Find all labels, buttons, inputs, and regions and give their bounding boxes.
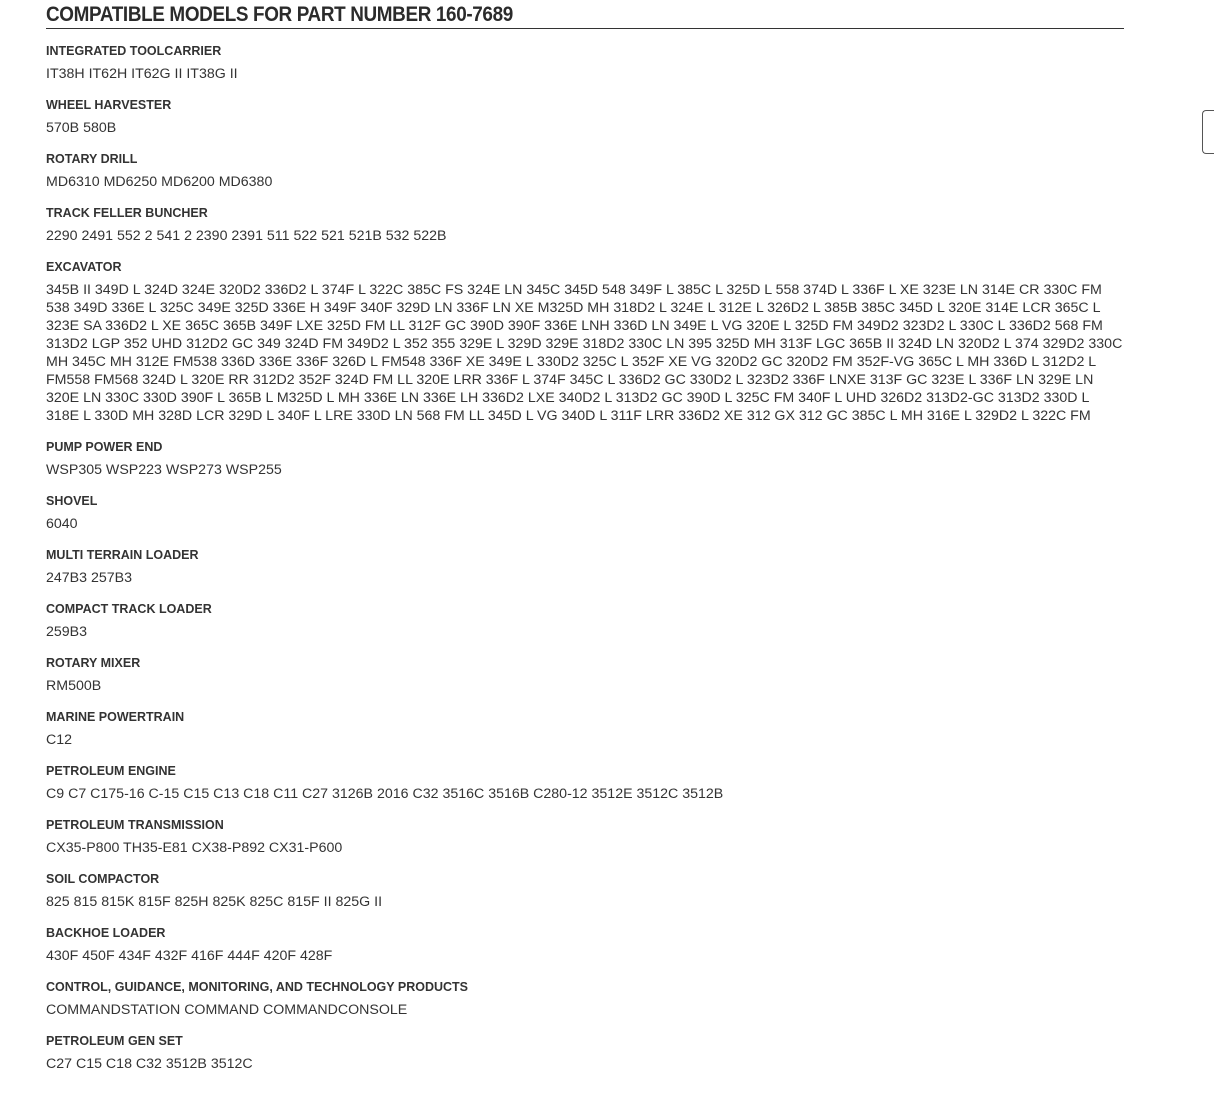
group-heading: PETROLEUM TRANSMISSION	[46, 818, 224, 832]
group-models: COMMANDSTATION COMMAND COMMANDCONSOLE	[46, 1002, 408, 1018]
group-models: MD6310 MD6250 MD6200 MD6380	[46, 174, 273, 190]
group-heading: TRACK FELLER BUNCHER	[46, 206, 208, 220]
group-heading: PETROLEUM ENGINE	[46, 764, 176, 778]
group-heading: SHOVEL	[46, 494, 98, 508]
group-heading: MARINE POWERTRAIN	[46, 710, 185, 724]
group-models: 6040	[46, 516, 78, 532]
group-heading: INTEGRATED TOOLCARRIER	[46, 44, 222, 58]
model-group-track-feller-buncher	[46, 204, 1124, 245]
group-models: 345B II 349D L 324D 324E 320D2 336D2 L 374F L 322C 385C FS 324E LN 345C 345D 548 349F L 385C L 325D L 558 374D L 336F L XE 323E LN 314E CR 330C FM 538 349D 336E L 325C 349E 325D 336E H 349F 340F 329D LN 336F LN XE M325D MH 318D2 L 324E L 312E L 326D2 L 385B 385C 345D L 320E 314E LCR 365C L 323E SA 336D2 L XE 365C 365B 349F LXE 325D FM LL 312F GC 390D 390F 336E LNH 336D LN 349E L VG 320E L 325D FM 349D2 323D2 L 330C L 336D2 568 FM 313D2 LGP 352 UHD 312D2 GC 349 324D FM 349D2 L 352 355 329E L 329D 329E 318D2 330C LN 395 325D MH 313F LGC 365B II 324D LN 320D2 L 374 329D2 330C MH 345C MH 312E FM538 336D 336E 336F 326D L FM548 336F XE 349E L 330D2 325C L 352F XE VG 320D2 GC 320D2 FM 352F-VG 365C L MH 336D L 312D2 L FM558 FM568 324D L 320E RR 312D2 352F 324D FM LL 320E LRR 336F L 374F 345C L 336D2 GC 330D2 L 323D2 336F LNXE 313F GC 323E L 336F LN 329E LN 320E LN 330C 330D 390F L 365B L M325D L MH 336E LN 336E LH 336D2 LXE 340D2 L 313D2 GC 390D L 325C FM 340F L UHD 326D2 313D2-GC 313D2 330D L 318E L 330D MH 328D LCR 329D L 340F L LRE 330D LN 568 FM LL 345D L VG 340D L 311F LRR 336D2 XE 312 GX 312 GC 385C L MH 316E L 329D2 L 322C FM	[46, 282, 1123, 424]
model-group-soil-compactor	[46, 870, 1124, 911]
group-heading: ROTARY MIXER	[46, 656, 141, 670]
group-heading: BACKHOE LOADER	[46, 926, 166, 940]
model-group-marine-powertrain	[46, 708, 1124, 749]
group-models: RM500B	[46, 678, 102, 694]
group-models: WSP305 WSP223 WSP273 WSP255	[46, 462, 282, 478]
model-group-wheel-harvester	[46, 96, 1124, 137]
group-heading: EXCAVATOR	[46, 260, 122, 274]
group-heading: WHEEL HARVESTER	[46, 98, 172, 112]
model-group-excavator	[46, 258, 1124, 425]
group-heading: SOIL COMPACTOR	[46, 872, 160, 886]
model-group-rotary-mixer	[46, 654, 1124, 695]
model-group-compact-track-loader	[46, 600, 1124, 641]
group-heading: CONTROL, GUIDANCE, MONITORING, AND TECHNOLOGY PRODUCTS	[46, 980, 468, 994]
group-heading: PETROLEUM GEN SET	[46, 1034, 183, 1048]
model-group-petroleum-engine	[46, 762, 1124, 803]
model-group-multi-terrain-loader	[46, 546, 1124, 587]
group-models: C27 C15 C18 C32 3512B 3512C	[46, 1056, 253, 1072]
side-feedback-tab[interactable]	[1202, 110, 1214, 154]
page-title: COMPATIBLE MODELS FOR PART NUMBER 160-7689	[46, 3, 513, 26]
group-heading: MULTI TERRAIN LOADER	[46, 548, 199, 562]
group-heading: ROTARY DRILL	[46, 152, 138, 166]
group-models: C12	[46, 732, 73, 748]
group-models: 430F 450F 434F 432F 416F 444F 420F 428F	[46, 948, 333, 964]
title-divider	[46, 28, 1124, 29]
group-models: 247B3 257B3	[46, 570, 132, 586]
group-heading: COMPACT TRACK LOADER	[46, 602, 212, 616]
model-group-backhoe-loader	[46, 924, 1124, 965]
group-models: 2290 2491 552 2 541 2 2390 2391 511 522 521 521B 532 522B	[46, 228, 447, 244]
group-heading: PUMP POWER END	[46, 440, 163, 454]
model-group-pump-power-end	[46, 438, 1124, 479]
model-group-shovel	[46, 492, 1124, 533]
model-group-rotary-drill	[46, 150, 1124, 191]
model-group-control-guidance-products	[46, 978, 1124, 1019]
group-models: IT38H IT62H IT62G II IT38G II	[46, 66, 238, 82]
model-group-petroleum-gen-set	[46, 1032, 1124, 1073]
group-models: 825 815 815K 815F 825H 825K 825C 815F II 825G II	[46, 894, 383, 910]
model-group-petroleum-transmission	[46, 816, 1124, 857]
compatible-models-section	[46, 0, 1124, 1073]
group-models: 259B3	[46, 624, 88, 640]
group-models: 570B 580B	[46, 120, 117, 136]
group-models: CX35-P800 TH35-E81 CX38-P892 CX31-P600	[46, 840, 343, 856]
group-models: C9 C7 C175-16 C-15 C15 C13 C18 C11 C27 3126B 2016 C32 3516C 3516B C280-12 3512E 3512C 3512B	[46, 786, 724, 802]
model-group-integrated-toolcarrier	[46, 42, 1124, 83]
